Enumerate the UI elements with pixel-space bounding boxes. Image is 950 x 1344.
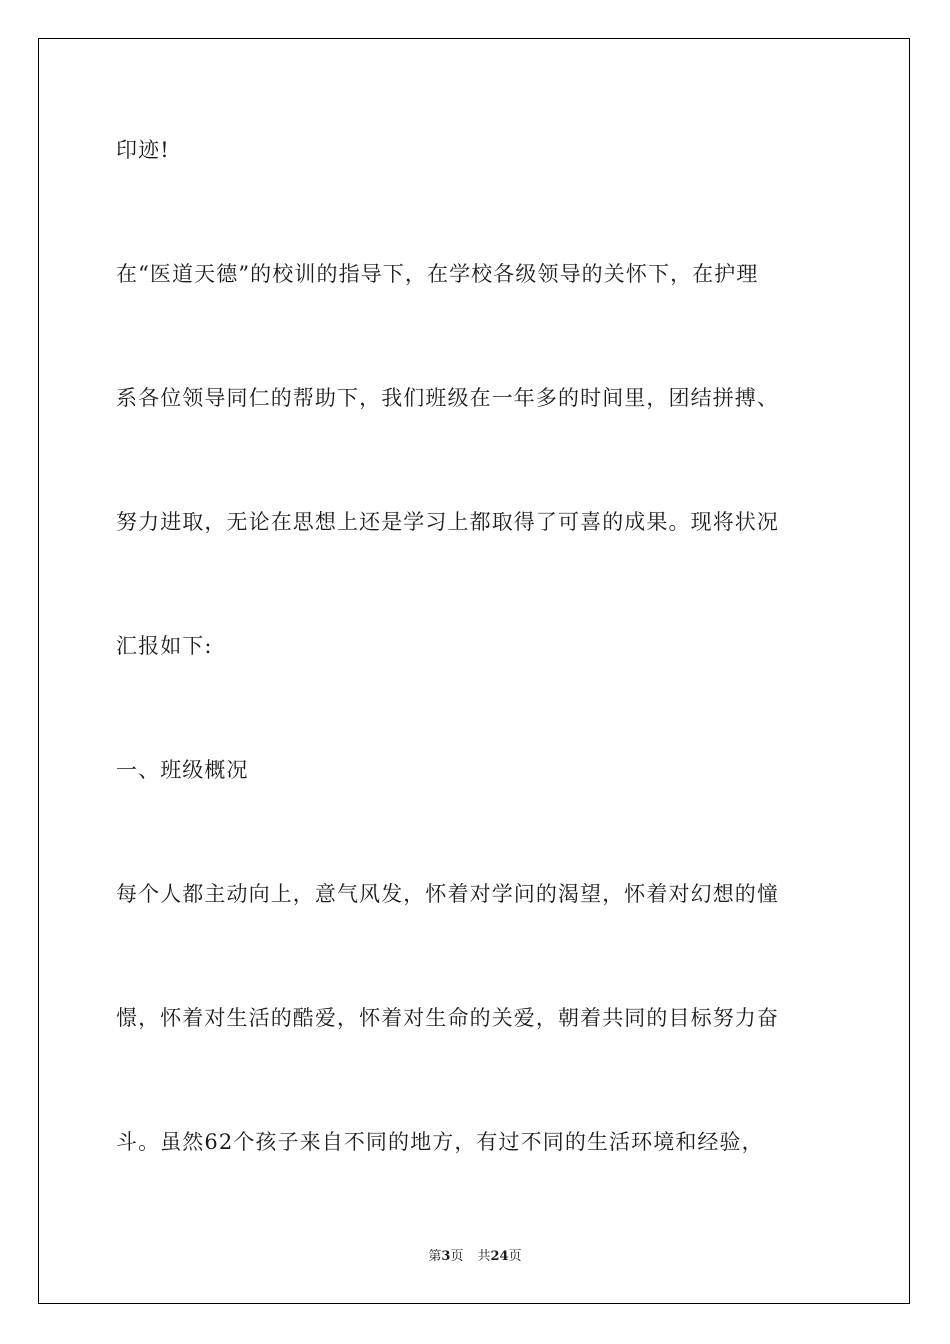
page-prefix: 第 — [428, 1249, 442, 1264]
text-line-3: 系各位领导同仁的帮助下，我们班级在一年多的时间里，团结拼搏、 — [116, 386, 779, 410]
page-footer — [0, 1248, 950, 1266]
total-suffix: 页 — [508, 1249, 522, 1264]
text-line-1: 印迹! — [116, 138, 170, 162]
page-border — [38, 38, 910, 1304]
text-line-7: 每个人都主动向上，意气风发，怀着对学问的渴望，怀着对幻想的憧 — [116, 882, 779, 906]
total-prefix: 共 — [477, 1249, 491, 1264]
page-number: 3 — [441, 1249, 451, 1264]
total-pages: 24 — [490, 1249, 509, 1264]
text-line-4: 努力进取，无论在思想上还是学习上都取得了可喜的成果。现将状况 — [116, 510, 779, 534]
page-suffix: 页 — [450, 1249, 464, 1264]
text-line-5: 汇报如下: — [116, 634, 213, 658]
text-line-2: 在“医道天德”的校训的指导下，在学校各级领导的关怀下，在护理 — [116, 262, 759, 286]
text-line-8: 憬，怀着对生活的酷爱，怀着对生命的关爱，朝着共同的目标努力奋 — [116, 1006, 779, 1030]
section-heading: 一、班级概况 — [116, 758, 249, 782]
text-line-9: 斗。虽然62个孩子来自不同的地方，有过不同的生活环境和经验， — [116, 1130, 764, 1154]
